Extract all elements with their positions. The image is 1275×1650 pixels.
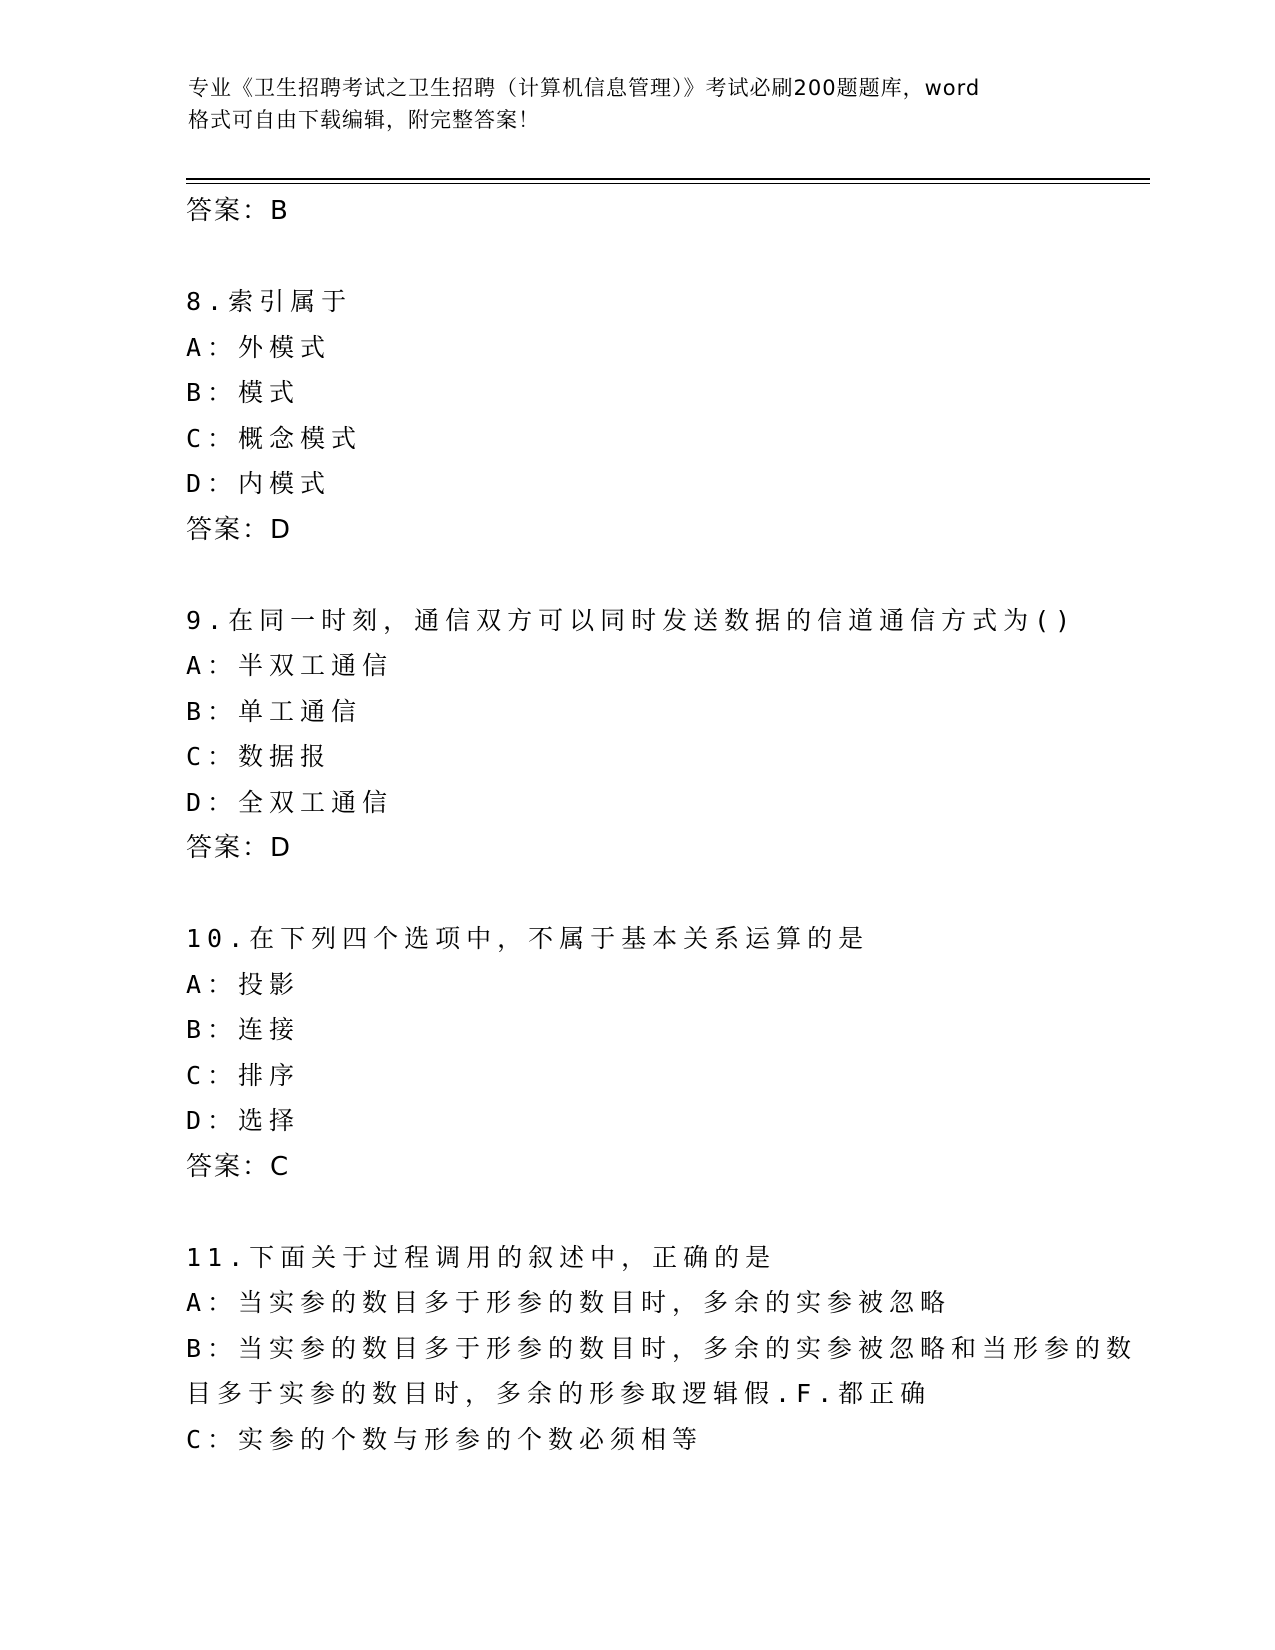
option-c: C：概念模式 (186, 423, 363, 453)
option-c: C：实参的个数与形参的个数必须相等 (186, 1424, 704, 1454)
option-d: D：全双工通信 (186, 787, 394, 817)
option-a: A：半双工通信 (186, 651, 394, 680)
question-text: 11.下面关于过程调用的叙述中，正确的是 (186, 1242, 777, 1272)
document-header (188, 72, 1088, 136)
question-list (186, 188, 1138, 1462)
question-block-9 (186, 598, 1086, 872)
option-d: D：内模式 (186, 469, 332, 498)
option-a: A：投影 (186, 969, 301, 999)
spacer (186, 553, 1086, 598)
question-block-10 (186, 916, 1086, 1190)
option-a: A：外模式 (186, 332, 332, 362)
option-b: B：模式 (186, 378, 301, 407)
option-b: B：单工通信 (186, 696, 363, 726)
answer-q10: 答案：C (186, 1151, 291, 1182)
answer-q8: 答案：D (186, 514, 293, 545)
header-divider-thick (186, 178, 1150, 180)
option-b-line-1: B：当实参的数目多于形参的数目时，多余的实参被忽略和当形参的数 (186, 1333, 1138, 1363)
question-block-11 (186, 1235, 1138, 1463)
spacer (186, 234, 1086, 279)
option-b: B：连接 (186, 1015, 301, 1044)
header-line-1: 专业《卫生招聘考试之卫生招聘（计算机信息管理）》考试必刷200题题库，word (188, 76, 981, 100)
question-block-8 (186, 279, 1086, 553)
option-a: A：当实参的数目多于形参的数目时，多余的实参被忽略 (186, 1288, 952, 1317)
option-c: C：数据报 (186, 742, 332, 771)
question-text: 8.索引属于 (186, 287, 353, 316)
option-c: C：排序 (186, 1060, 301, 1090)
question-text: 10.在下列四个选项中，不属于基本关系运算的是 (186, 924, 870, 953)
question-text: 9.在同一时刻，通信双方可以同时发送数据的信道通信方式为() (186, 605, 1077, 635)
answer-q9: 答案：D (186, 833, 293, 863)
header-line-2: 格式可自由下载编辑，附完整答案！ (188, 108, 540, 132)
option-b-line-2: 目多于实参的数目时，多余的形参取逻辑假.F.都正确 (186, 1379, 932, 1408)
option-d: D：选择 (186, 1106, 301, 1135)
spacer (186, 1190, 1086, 1235)
header-divider-thin (186, 183, 1150, 184)
answer-q7: 答案：B (186, 196, 290, 226)
spacer (186, 871, 1086, 916)
